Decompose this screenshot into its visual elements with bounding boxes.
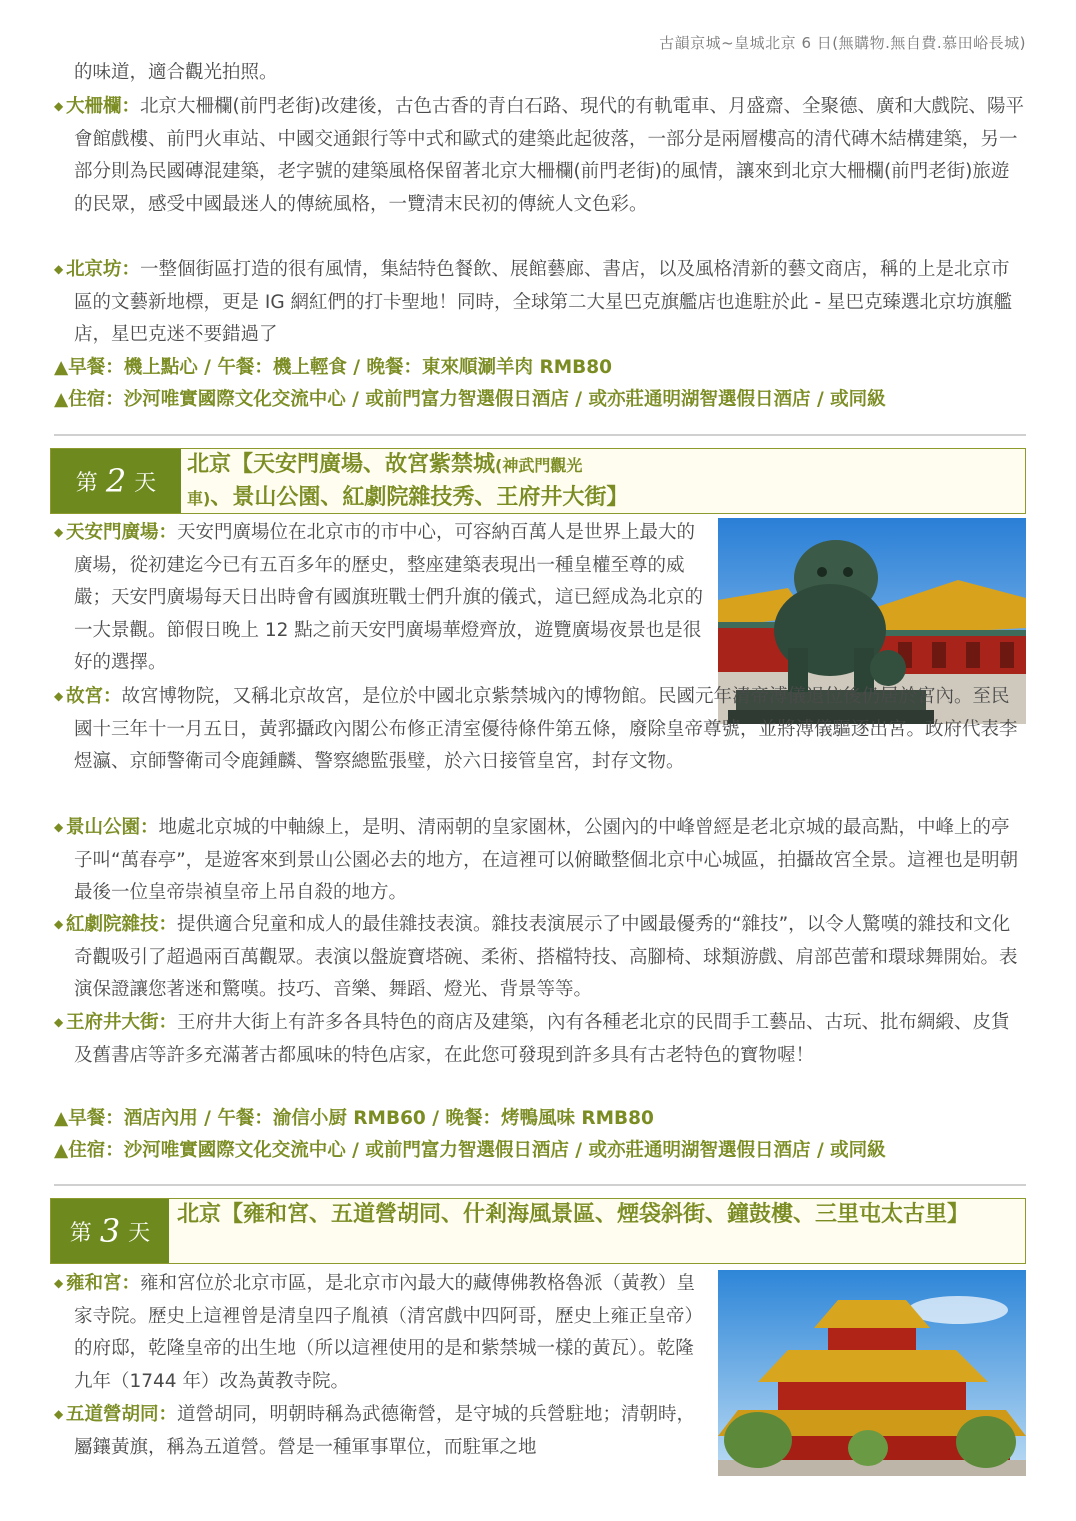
divider xyxy=(54,1184,1026,1186)
list-item: ◆ 景山公園：地處北京城的中軸線上，是明、清兩朝的皇家園林，公園內的中峰曾經是老北京城的最高點，中峰上的亭子叫“萬春亭”，是遊客來到景山公園必去的地方，在這裡可以俯瞰整個北京中心城區，拍攝故宮全景。這裡也是明朝最後一位皇帝崇禎皇帝上吊自殺的地方。 xyxy=(54,811,1026,910)
diamond-bullet-icon: ◆ xyxy=(54,1276,64,1290)
list-item: ◆ 五道營胡同：道營胡同，明朝時稱為武德衛營，是守城的兵營駐地；清朝時，屬鑲黃旗，稱為五道營。營是一種軍事單位，而駐軍之地 xyxy=(54,1398,708,1464)
diamond-bullet-icon: ◆ xyxy=(54,917,64,931)
list-item: ◆ 故宮：故宮博物院，又稱北京故宮，是位於中國北京紫禁城內的博物館。民國元年清帝溥儀退位後仍居於宮內。至民國十三年十一月五日，黃郛攝政內閣公布修正清室優待條件第五條，廢除皇帝尊號，並將溥儀驅逐出宮。政府代表李煜瀛、京師警衛司令鹿鍾麟、警察總監張璧，於六日接管皇宮，封存文物。 xyxy=(54,680,1026,779)
day1-meals: ▲早餐：機上點心 / 午餐：機上輕食 / 晚餐：東來順涮羊肉 RMB80 xyxy=(54,357,612,378)
diamond-bullet-icon: ◆ xyxy=(54,262,64,276)
day2-title-box xyxy=(50,448,1026,514)
day2-hotel: ▲住宿：沙河唯實國際文化交流中心 / 或前門富力智選假日酒店 / 或亦莊通明湖智選假日酒店 / 或同級 xyxy=(54,1140,886,1161)
day3-title: 北京【雍和宮、五道營胡同、什剎海風景區、煙袋斜街、鐘鼓樓、三里屯太古里】 xyxy=(177,1202,970,1227)
list-item: ◆ 北京坊：一整個街區打造的很有風情，集結特色餐飲、展館藝廊、書店，以及風格清新的藝文商店，稱的上是北京市區的文藝新地標，更是 IG 網紅們的打卡聖地！同時，全球第二大星巴克旗艦店也進駐於此 - 星巴克臻選北京坊旗艦店，星巴克迷不要錯過了 xyxy=(54,253,1026,352)
list-item: ◆ 紅劇院雜技：提供適合兒童和成人的最佳雜技表演。雜技表演展示了中國最優秀的“雜技”，以令人驚嘆的雜技和文化奇觀吸引了超過兩百萬觀眾。表演以盤旋寶塔碗、柔術、搭檔特技、高腳椅、球類游戲、肩部芭蕾和環球舞開始。表演保證讓您著迷和驚嘆。技巧、音樂、舞蹈、燈光、背景等等。 xyxy=(54,908,1026,1007)
day2-meals: ▲早餐：酒店內用 / 午餐：渝信小厨 RMB60 / 晚餐：烤鴨風味 RMB80 xyxy=(54,1108,654,1129)
list-item: ◆ 雍和宮：雍和宮位於北京市區，是北京市內最大的藏傳佛教格魯派（黃教）皇家寺院。歷史上這裡曾是清皇四子胤禛（清宮戲中四阿哥，歷史上雍正皇帝）的府邸，乾隆皇帝的出生地（所以這裡使用的是和紫禁城一樣的黃瓦）。乾隆九年（1744 年）改為黃教寺院。 xyxy=(54,1267,708,1398)
divider xyxy=(54,434,1026,436)
yonghe-temple-photo xyxy=(718,1270,1026,1476)
day3-badge: 第 3 天 xyxy=(51,1199,169,1263)
day1-hotel: ▲住宿：沙河唯實國際文化交流中心 / 或前門富力智選假日酒店 / 或亦莊通明湖智選假日酒店 / 或同級 xyxy=(54,389,886,410)
diamond-bullet-icon: ◆ xyxy=(54,525,64,539)
diamond-bullet-icon: ◆ xyxy=(54,820,64,834)
diamond-bullet-icon: ◆ xyxy=(54,99,64,113)
page-header-title: 古韻京城~皇城北京 6 日(無購物.無自費.慕田峪長城) xyxy=(659,34,1026,52)
day1-continuation: 的味道，適合觀光拍照。 xyxy=(74,62,278,83)
list-item: ◆ 大柵欄：北京大柵欄(前門老街)改建後，古色古香的青白石路、現代的有軌電車、月盛齋、全聚德、廣和大戲院、陽平會館戲樓、前門火車站、中國交通銀行等中式和歐式的建築此起彼落，一部分是兩層樓高的清代磚木結構建築，另一部分則為民國磚混建築，老字號的建築風格保留著北京大柵欄(前門老街)的風情，讓來到北京大柵欄(前門老街)旅遊的民眾，感受中國最迷人的傳統風格，一覽清末民初的傳統人文色彩。 xyxy=(54,90,1026,221)
diamond-bullet-icon: ◆ xyxy=(54,1015,64,1029)
diamond-bullet-icon: ◆ xyxy=(54,1407,64,1421)
day3-title-box xyxy=(50,1198,1026,1264)
day2-badge: 第 2 天 xyxy=(51,449,181,513)
list-item: ◆ 天安門廣場：天安門廣場位在北京市的市中心，可容納百萬人是世界上最大的廣場，從初建迄今已有五百多年的歷史，整座建築表現出一種皇權至尊的威嚴；天安門廣場每天日出時會有國旗班戰士們升旗的儀式，這已經成為北京的一大景觀。節假日晚上 12 點之前天安門廣場華燈齊放，遊覽廣場夜景也是很好的選擇。 xyxy=(54,516,708,680)
day2-title: 北京【天安門廣場、故宮紫禁城(神武門觀光車)、景山公園、紅劇院雜技秀、王府井大街】 xyxy=(187,452,629,510)
list-item: ◆ 王府井大街：王府井大街上有許多各具特色的商店及建築，內有各種老北京的民間手工藝品、古玩、批布綢緞、皮貨及舊書店等許多充滿著古都風味的特色店家，在此您可發現到許多具有古老特色的寶物喔！ xyxy=(54,1006,1026,1072)
diamond-bullet-icon: ◆ xyxy=(54,689,64,703)
